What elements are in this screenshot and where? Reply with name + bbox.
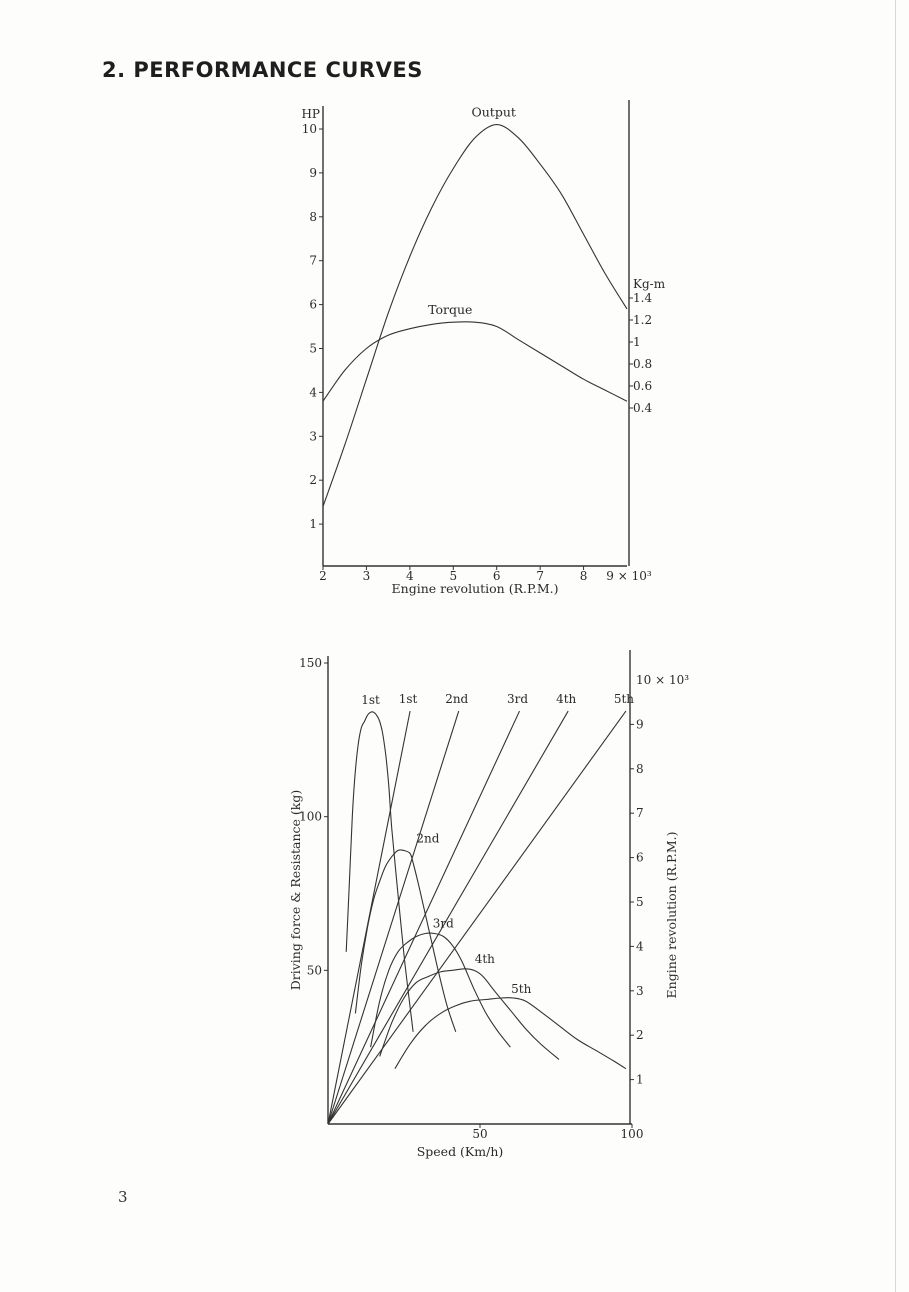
x-tick-label: 2 <box>319 569 327 583</box>
y-right-tick-label: 8 <box>636 761 644 776</box>
rpm-line-label-2nd: 2nd <box>445 692 469 707</box>
driving-force-label-2nd: 2nd <box>416 831 440 846</box>
y-left-tick-label: 8 <box>309 209 317 224</box>
rpm-line-label-5th: 5th <box>613 692 635 707</box>
y-right-tick-label: 1.4 <box>633 291 653 305</box>
output-curve-label: Output <box>471 104 516 120</box>
y-right-tick-label: 3 <box>636 983 644 998</box>
y-left-tick-label: 10 <box>301 122 317 136</box>
y-right-tick-label: 0.6 <box>633 379 653 393</box>
x-axis-title: Engine revolution (R.P.M.) <box>391 581 559 596</box>
y-left-tick-label: 150 <box>299 656 322 670</box>
y-right-multiplier-label: 10 × 10³ <box>636 673 690 687</box>
x-tick-label: 7 <box>536 569 544 583</box>
y-right-tick-label: 1 <box>633 335 641 349</box>
y-right-tick-label: 9 <box>636 717 644 732</box>
y-right-tick-label: 6 <box>636 850 644 865</box>
driving-force-curve-2nd <box>355 850 455 1032</box>
y-right-tick-label: 1.2 <box>633 313 653 327</box>
y-left-tick-label: 1 <box>309 517 317 532</box>
driving-force-label-4th: 4th <box>474 951 495 966</box>
y-right-tick-label: 7 <box>636 806 644 821</box>
x-tick-label: 5 <box>449 569 458 583</box>
y-right-axis-title: Engine revolution (R.P.M.) <box>664 831 679 999</box>
x-multiplier-label: 9 × 10³ <box>606 569 652 583</box>
y-left-tick-label: 3 <box>309 429 317 444</box>
page-number: 3 <box>118 1188 128 1206</box>
y-right-tick-label: 4 <box>636 939 644 954</box>
x-tick-label: 8 <box>579 569 588 583</box>
y-right-tick-label: 5 <box>636 895 644 909</box>
x-tick-label: 100 <box>620 1127 644 1141</box>
y-left-tick-label: 4 <box>309 385 317 400</box>
driving-force-label-5th: 5th <box>511 981 532 996</box>
y-right-tick-label: 2 <box>636 1028 644 1043</box>
torque-curve-label: Torque <box>428 302 473 318</box>
driving-force-label-1st: 1st <box>361 693 380 708</box>
x-tick-label: 50 <box>472 1127 488 1141</box>
y-left-tick-label: 9 <box>309 165 317 180</box>
y-left-axis-title: Driving force & Resistance (kg) <box>288 789 303 991</box>
x-tick-label: 3 <box>362 569 371 583</box>
y-left-tick-label: 5 <box>309 341 317 356</box>
y-left-tick-label: 7 <box>309 253 317 268</box>
driving-force-curve-5th <box>395 998 626 1069</box>
x-tick-label: 6 <box>492 569 501 583</box>
driving-force-curve-3rd <box>371 933 511 1047</box>
driving-force-label-3rd: 3rd <box>432 916 454 931</box>
y-left-tick-label: 100 <box>299 809 322 824</box>
y-left-tick-label: 50 <box>306 963 322 978</box>
rpm-line-label-4th: 4th <box>556 692 577 707</box>
y-right-tick-label: 0.4 <box>633 401 653 415</box>
y-right-tick-label: 1 <box>636 1072 644 1087</box>
page-heading: 2. PERFORMANCE CURVES <box>102 58 423 82</box>
rpm-line-3rd <box>328 711 520 1124</box>
x-tick-label: 4 <box>406 569 414 583</box>
y-left-tick-label: 2 <box>309 473 317 488</box>
y-right-tick-label: 0.8 <box>633 357 653 371</box>
y-left-tick-label: 6 <box>309 297 317 312</box>
x-axis-title: Speed (Km/h) <box>416 1144 504 1159</box>
rpm-line-label-1st: 1st <box>398 692 418 707</box>
y-right-unit-label: Kg-m <box>633 277 666 291</box>
rpm-line-5th <box>328 711 626 1124</box>
y-left-unit-label: HP <box>301 107 320 121</box>
rpm-line-label-3rd: 3rd <box>506 692 529 707</box>
